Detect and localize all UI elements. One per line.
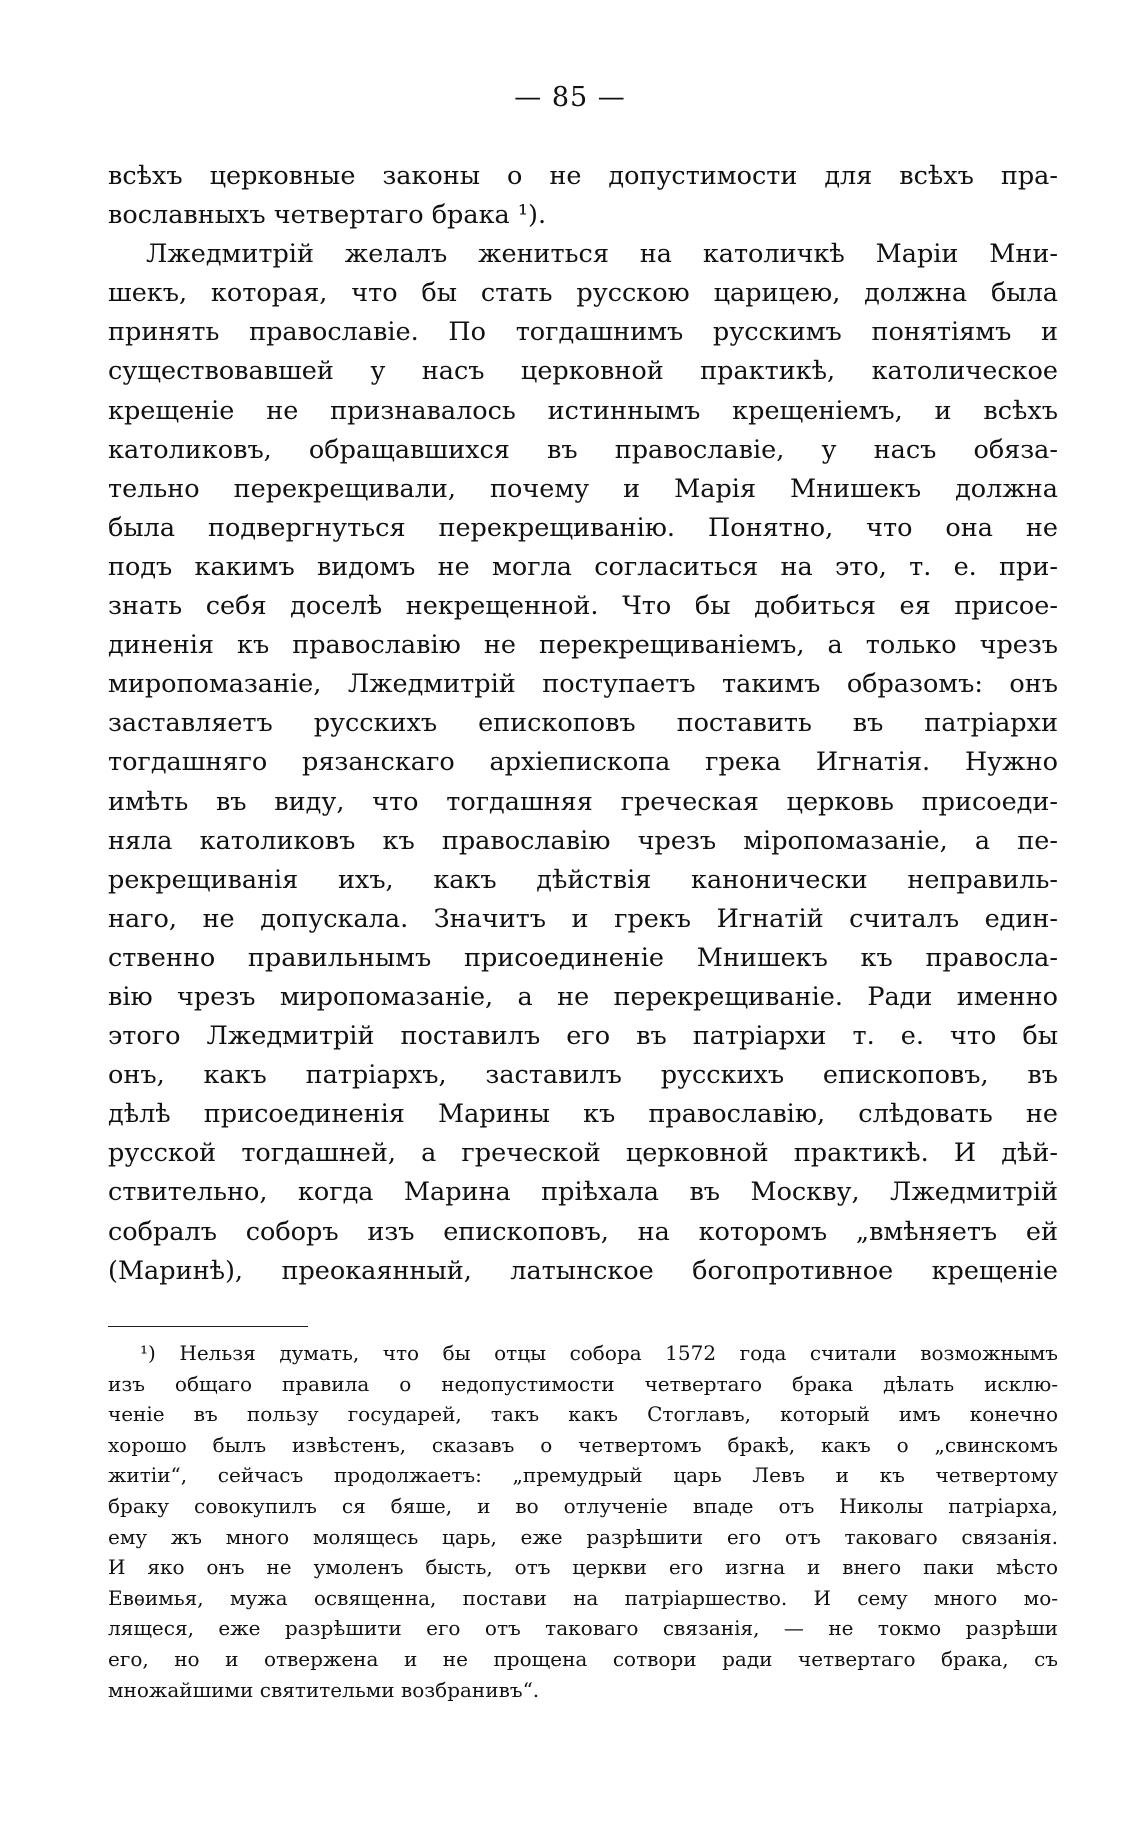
- body-line: собралъ соборъ изъ епископовъ, на которомъ „вмѣняетъ ей: [108, 1216, 1058, 1247]
- body-line: дѣлѣ присоединенія Марины къ православію, слѣдовать не: [108, 1099, 1058, 1130]
- footnote-line: ченіе въ пользу государей, такъ какъ Стоглавъ, который имъ конечно: [108, 1402, 1058, 1427]
- body-line: Лжедмитрій желалъ жениться на католичкѣ Маріи Мни-: [146, 239, 1058, 270]
- page-number: — 85 —: [514, 82, 626, 113]
- body-line: вію чрезъ миропомазаніе, а не перекрещиваніе. Ради именно: [108, 981, 1058, 1012]
- body-line: ствительно, когда Марина пріѣхала въ Москву, Лжедмитрій: [108, 1177, 1058, 1208]
- footnote-line: ему жъ много молящесь царь, еже разрѣшити его отъ таковаго связанія.: [108, 1524, 1058, 1549]
- body-line: католиковъ, обращавшихся въ православіе, у насъ обяза-: [108, 434, 1058, 465]
- footnote-line: множайшими святительми возбранивъ“.: [108, 1677, 540, 1702]
- body-line: онъ, какъ патріархъ, заставилъ русскихъ епископовъ, въ: [108, 1060, 1058, 1091]
- body-line: рекрещиванія ихъ, какъ дѣйствія канонически неправиль-: [108, 864, 1058, 895]
- footnote-line: Евѳимья, мужа освященна, постави на патріаршество. И сему много мо-: [108, 1585, 1058, 1610]
- body-line: ственно правильнымъ присоединеніе Мнишекъ къ правосла-: [108, 942, 1058, 973]
- body-line: существовавшей у насъ церковной практикѣ, католическое: [108, 356, 1058, 387]
- body-line: русской тогдашней, а греческой церковной практикѣ. И дѣй-: [108, 1138, 1058, 1169]
- body-line: крещеніе не признавалось истиннымъ крещеніемъ, и всѣхъ: [108, 395, 1058, 426]
- footnote-line: браку совокупилъ ся бяше, и во отлученіе впаде отъ Николы патріарха,: [108, 1493, 1058, 1518]
- body-text: [108, 157, 1058, 1291]
- body-line: имѣть въ виду, что тогдашняя греческая церковь присоеди-: [108, 786, 1058, 817]
- body-line: вославныхъ четвертаго брака ¹).: [108, 200, 547, 231]
- footnote-divider: [108, 1326, 308, 1327]
- body-line: подъ какимъ видомъ не могла согласиться на это, т. е. при-: [108, 551, 1058, 582]
- footnote-line: житіи“, сейчасъ продолжаетъ: „премудрый царь Левъ и къ четвертому: [108, 1463, 1058, 1488]
- footnote-line: И яко онъ не умоленъ бысть, отъ церкви его изгна и внего паки мѣсто: [108, 1555, 1058, 1580]
- footnote-line: лящеся, еже разрѣшити его отъ таковаго связанія, — не токмо разрѣши: [108, 1616, 1058, 1641]
- footnote-line: его, но и отвержена и не прощена сотвори ради четвертаго брака, съ: [108, 1646, 1058, 1671]
- body-line: наго, не допускала. Значитъ и грекъ Игнатій считалъ един-: [108, 903, 1058, 934]
- body-line: тельно перекрещивали, почему и Марія Мнишекъ должна: [108, 473, 1058, 504]
- footnote-line: изъ общаго правила о недопустимости четвертаго брака дѣлать исклю-: [108, 1371, 1058, 1396]
- body-line: шекъ, которая, что бы стать русскою царицею, должна была: [108, 278, 1058, 309]
- footnote-line: ¹) Нельзя думать, что бы отцы собора 1572 года считали возможнымъ: [140, 1341, 1058, 1365]
- body-line: миропомазаніе, Лжедмитрій поступаетъ такимъ образомъ: онъ: [108, 669, 1058, 700]
- body-line: этого Лжедмитрій поставилъ его въ патріархи т. е. что бы: [108, 1021, 1058, 1052]
- footnote-line: хорошо былъ извѣстенъ, сказавъ о четвертомъ бракѣ, какъ о „свинскомъ: [108, 1432, 1058, 1457]
- body-line: знать себя доселѣ некрещенной. Что бы добиться ея присое-: [108, 591, 1058, 622]
- body-line: была подвергнуться перекрещиванію. Понятно, что она не: [108, 512, 1058, 543]
- body-line: (Маринѣ), преокаянный, латынское богопротивное крещеніе: [108, 1255, 1058, 1286]
- body-line: заставляетъ русскихъ епископовъ поставить въ патріархи: [108, 708, 1058, 739]
- body-line: принять православіе. По тогдашнимъ русскимъ понятіямъ и: [108, 317, 1058, 348]
- footnotes: [108, 1338, 1058, 1705]
- body-line: всѣхъ церковные законы о не допустимости для всѣхъ пра-: [108, 161, 1058, 191]
- body-line: няла католиковъ къ православію чрезъ міропомазаніе, а пе-: [108, 825, 1058, 856]
- body-line: тогдашняго рязанскаго архіепископа грека Игнатія. Нужно: [108, 747, 1058, 778]
- body-line: диненія къ православію не перекрещиваніемъ, а только чрезъ: [108, 630, 1058, 661]
